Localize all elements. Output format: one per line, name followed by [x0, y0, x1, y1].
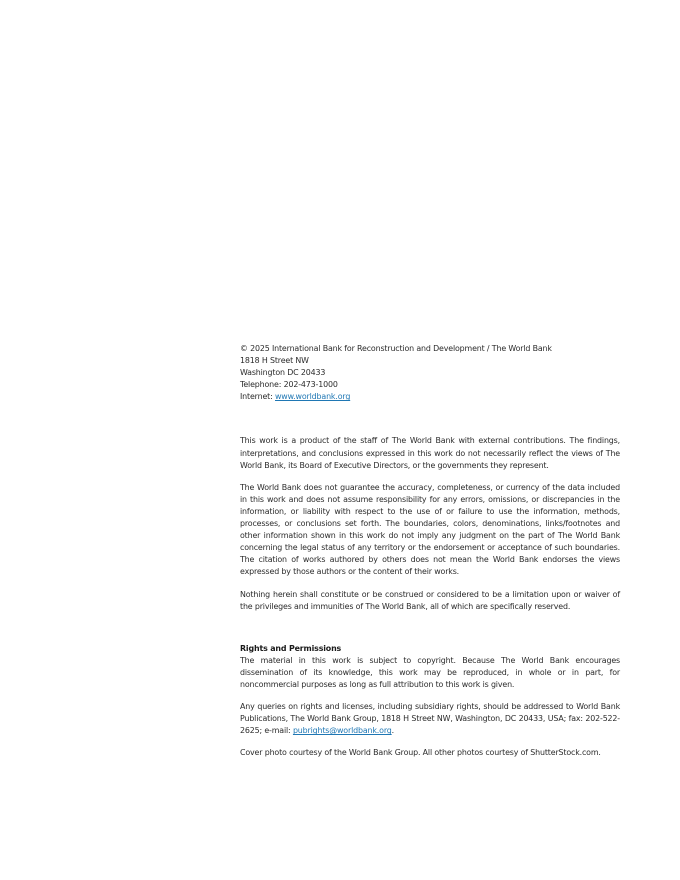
copyright-line: © 2025 International Bank for Reconstruction and Development / The World Bank	[240, 344, 552, 353]
cover-photo-credit: Cover photo courtesy of the World Bank Group. All other photos courtesy of ShutterStock.com.	[240, 748, 601, 758]
address-block	[240, 343, 620, 403]
pubrights-email-link[interactable]: pubrights@worldbank.org	[292, 726, 392, 736]
disclaimer-paragraph-3: Nothing herein shall constitute or be construed or considered to be a limitation upon or waiver of the privileges and immunities of The World Bank, all of which are specifically reserved.	[240, 589, 620, 611]
city-address: Washington DC 20433	[240, 368, 326, 378]
rights-paragraph-1: The material in this work is subject to copyright. Because The World Bank encourages dissemination of its knowledge, this work may be reproduced, in whole or in part, for noncommercial purposes as long as full attribution to this work is given.	[240, 655, 620, 689]
disclaimer-paragraph-2: The World Bank does not guarantee the accuracy, completeness, or currency of the data included in this work and does not assume responsibility for any errors, omissions, or discrepancies in the information, or liability with respect to the use of or failure to use the information, methods, processes, or conclusions set forth. The boundaries, colors, denominations, links/footnotes and other information shown in this work do not imply any judgment on the part of The World Bank concerning the legal status of any territory or the endorsement or acceptance of such boundaries. The citation of works authored by others does not mean the World Bank endorses the views expressed by those authors or the content of their works.	[240, 482, 620, 577]
internet-label: Internet:	[240, 392, 275, 402]
copyright-page-content	[240, 343, 620, 759]
rights-paragraph-2-text: Any queries on rights and licenses, including subsidiary rights, should be addressed to World Bank Publications, The World Bank Group, 1818 H Street NW, Washington, DC 20433, USA; fax: 202-522-2625; e-mail:	[240, 702, 620, 736]
disclaimer-paragraph-1: This work is a product of the staff of The World Bank with external contributions. The findings, interpretations, and conclusions expressed in this work do not necessarily reflect the views of The World Bank, its Board of Executive Directors, or the governments they represent.	[240, 436, 620, 470]
rights-heading: Rights and Permissions	[240, 643, 342, 653]
rights-paragraph-2-end: .	[391, 726, 394, 736]
rights-paragraph-2	[240, 701, 620, 737]
street-address: 1818 H Street NW	[240, 356, 309, 366]
telephone: Telephone: 202-473-1000	[240, 380, 338, 390]
internet-line	[240, 391, 620, 403]
worldbank-website-link[interactable]: www.worldbank.org	[275, 392, 351, 402]
